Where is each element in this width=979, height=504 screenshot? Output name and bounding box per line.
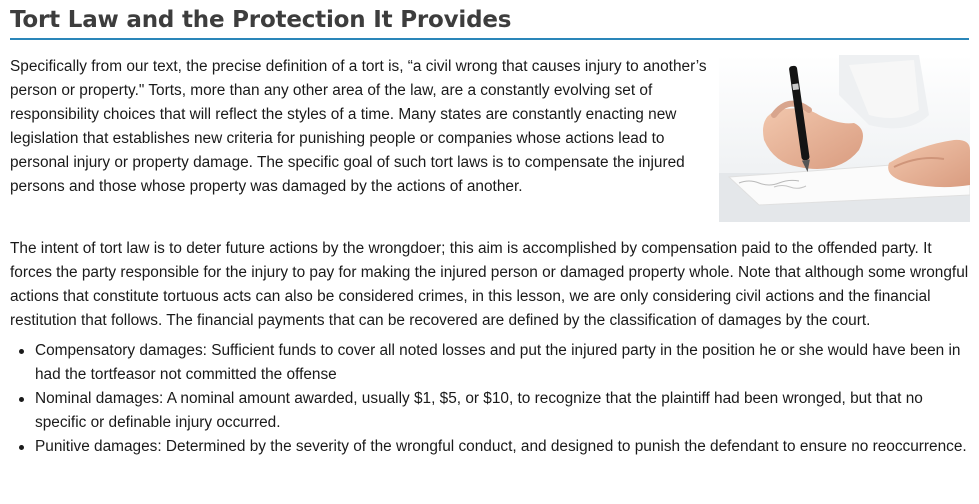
- bullet-icon: [19, 397, 24, 402]
- hand-writing-photo: [719, 55, 970, 222]
- damages-list: [10, 339, 970, 459]
- page-title: Tort Law and the Protection It Provides: [10, 7, 512, 33]
- list-item-text: Compensatory damages: Sufficient funds to cover all noted losses and put the injured party in the position he or she would have been in had the tortfeasor not committed the offense: [35, 342, 961, 383]
- intro-section: [10, 55, 969, 225]
- bullet-icon: [19, 349, 24, 354]
- list-item: [10, 435, 970, 459]
- list-item: [10, 387, 970, 435]
- body-paragraph: The intent of tort law is to deter future actions by the wrongdoer; this aim is accomplished by compensation paid to the offended party. It forces the party responsible for the injury to pay for making the injured person or damaged property whole. Note that although some wrongful actions that constitute tortuous acts can also be considered crimes, in this lesson, we are only considering civil actions and the financial restitution that follows. The financial payments that can be recovered are defined by the classification of damages by the court.: [10, 240, 969, 329]
- title-divider: [10, 38, 969, 40]
- list-item: [10, 339, 970, 387]
- list-item-text: Nominal damages: A nominal amount awarded, usually $1, $5, or $10, to recognize that the plaintiff had been wronged, but that no specific or definable injury occurred.: [35, 390, 923, 431]
- intro-paragraph: Specifically from our text, the precise definition of a tort is, “a civil wrong that causes injury to another’s person or property." Torts, more than any other area of the law, are a constantly evolving set of responsibility choices that will reflect the styles of a time. Many states are constantly enacting new legislation that establishes new criteria for punishing people or companies whose actions lead to personal injury or property damage. The specific goal of such tort laws is to compensate the injured persons and those whose property was damaged by the actions of another.: [10, 58, 707, 195]
- hand-writing-illustration: [719, 55, 970, 222]
- bullet-icon: [19, 445, 24, 450]
- list-item-text: Punitive damages: Determined by the severity of the wrongful conduct, and designed to punish the defendant to ensure no reoccurrence.: [35, 438, 967, 455]
